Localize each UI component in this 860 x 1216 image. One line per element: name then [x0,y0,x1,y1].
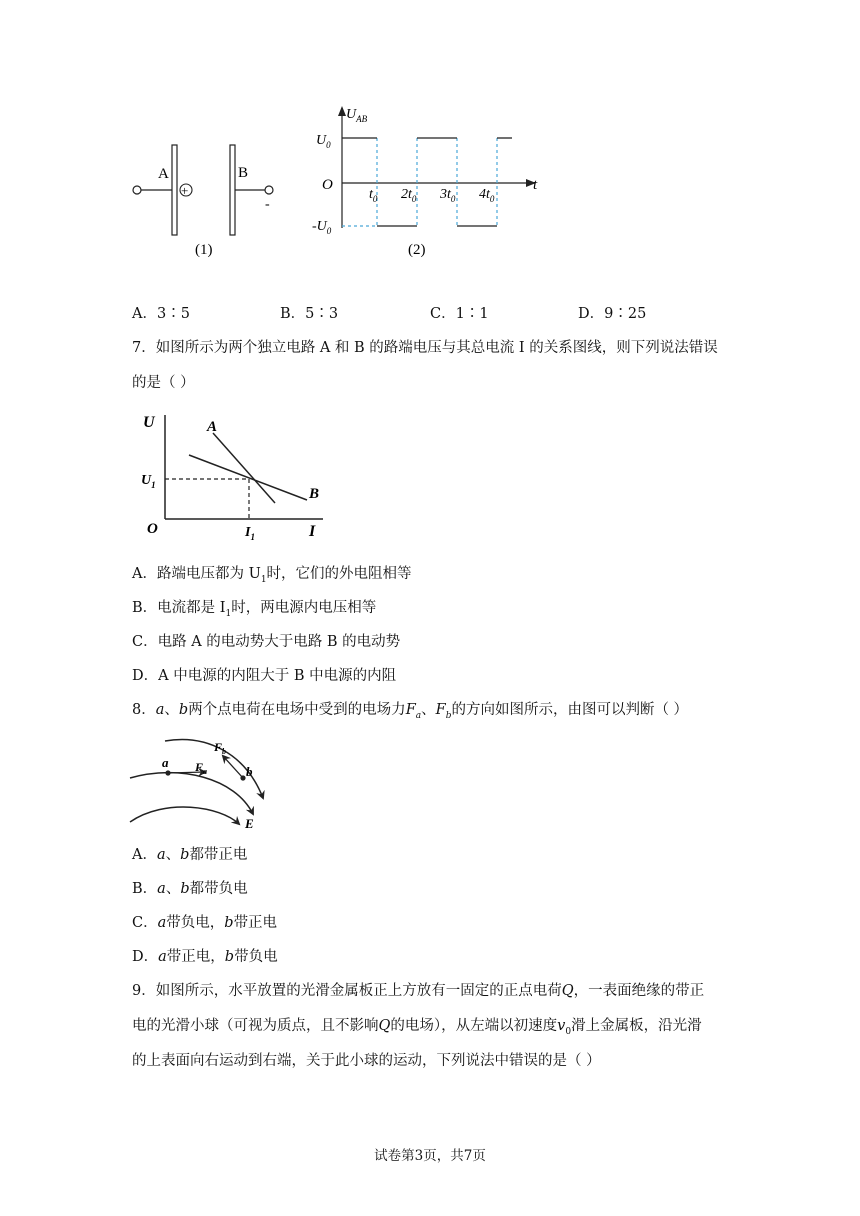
line-b-label: B [309,486,320,502]
label-fb: $F_b$ [214,740,227,756]
plate-b-label: B [238,165,249,181]
origin-label: O [147,521,158,537]
tick-3t0: $3t_0$ [440,187,456,204]
q7-stem-line1: 7．如图所示为两个独立电路 A 和 B 的路端电压与其总电流 I 的关系图线，则下列说法错误 [132,340,718,356]
minus-sign: - [265,197,270,212]
q6-option-c: C．1∶1 [430,306,489,322]
label-fa: $F_a$ [195,760,208,776]
plus-sign: + [181,183,189,198]
q6-option-a: A．3∶5 [132,306,190,322]
label-a: a [162,755,169,770]
q6-option-d: D．9∶25 [578,306,647,322]
tick-t0: $t_0$ [369,187,378,204]
plate-a-label: A [158,166,169,182]
tick-2t0: $2t_0$ [401,187,417,204]
line-b [189,455,307,500]
q8-option-d: D．a带正电，b带负电 [132,949,278,965]
q8-option-a: A．a、b都带正电 [132,847,248,863]
q8-stem: 8．a、b两个点电荷在电场中受到的电场力$F_a$、$F_b$的方向如图所示，由图可以判断（ ） [132,702,689,721]
q6-option-b: B．5∶3 [280,306,339,322]
q7-option-a: A．路端电压都为 $U_1$时，它们的外电阻相等 [132,566,412,585]
caption-1: (1) [195,242,213,258]
capacitor-diagram [133,145,273,258]
label-b: b [246,764,253,779]
u0-label: $U_0$ [316,133,331,150]
q7-option-d: D．A 中电源的内阻大于 B 中电源的内阻 [132,668,397,684]
neg-u0-label: $-U_0$ [312,219,332,236]
q9-line3: 的上表面向右运动到右端，关于此小球的运动，下列说法中错误的是（ ） [132,1053,601,1069]
q7-option-c: C．电路 A 的电动势大于电路 B 的电动势 [132,634,401,650]
tick-4t0: $4t_0$ [479,187,495,204]
t-axis-label: t [533,177,538,193]
caption-2: (2) [408,242,426,258]
u-axis-label: U [143,414,155,431]
u-ab-label: $U_{AB}$ [346,107,368,124]
field-line-bottom [130,807,239,824]
q7-option-b: B．电流都是 $I_1$时，两电源内电压相等 [132,600,377,619]
q8-option-b: B．a、b都带负电 [132,881,248,897]
q9-line2: 电的光滑小球（可视为质点，且不影响Q的电场），从左端以初速度$v_0$滑上金属板，沿光滑 [132,1018,702,1037]
origin-label: O [322,177,333,193]
q6-figure [120,100,550,265]
i1-label: $I_1$ [245,525,255,542]
q7-stem-line2: 的是（ ） [132,375,195,391]
force-b-arrow [223,756,243,778]
page-footer: 试卷第3页，共7页 [374,1148,486,1164]
q8-option-c: C．a带负电，b带正电 [132,915,278,931]
i-axis-label: I [309,523,316,540]
q9-line1: 9．如图所示，水平放置的光滑金属板正上方放有一固定的正点电荷Q，一表面绝缘的带正 [132,983,705,999]
label-e: E [245,816,254,831]
voltage-waveform [312,106,538,258]
q8-field-figure [125,728,275,833]
line-a-label: A [207,419,218,435]
u1-label: $U_1$ [141,473,156,490]
q7-ui-graph [135,405,345,545]
